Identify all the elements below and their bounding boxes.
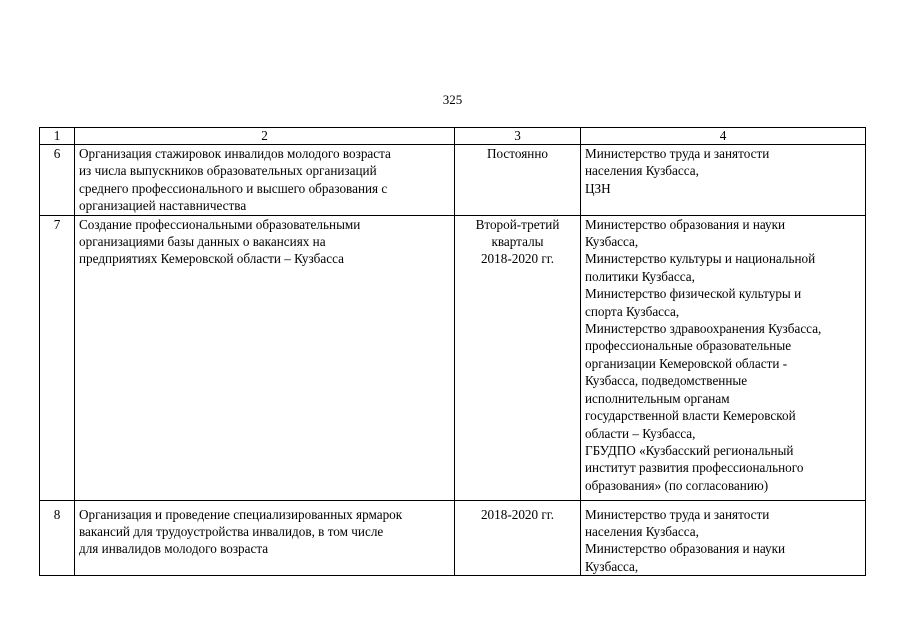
measure-cell: Создание профессиональными образовательными организациями базы данных о вакансиях на предприятиях Кемеровской области – Кузбасса	[75, 215, 455, 500]
measures-table	[39, 127, 866, 576]
table-row	[40, 215, 866, 500]
measure-cell: Организация стажировок инвалидов молодого возраста из числа выпускников образовательных организаций среднего профессионального и высшего образования с организацией наставничества	[75, 145, 455, 216]
column-number-2: 2	[75, 128, 455, 145]
table-row	[40, 500, 866, 576]
term-cell: Второй-третий кварталы 2018-2020 гг.	[455, 215, 581, 500]
executors-cell: Министерство образования и науки Кузбасса, Министерство культуры и национальной политики Кузбасса, Министерство физической культуры и спорта Кузбасса, Министерство здравоохранения Кузбасса, профессиональные образовательные организации Кемеровской области - Кузбасса, подведомственные исполнительным органам государственной власти Кемеровской области – Кузбасса, ГБУДПО «Кузбасский региональный институт развития профессионального образования» (по согласованию)	[581, 215, 866, 500]
table-row	[40, 145, 866, 216]
row-number: 6	[40, 145, 75, 216]
table-header-row	[40, 128, 866, 145]
column-number-1: 1	[40, 128, 75, 145]
measure-cell: Организация и проведение специализированных ярмарок вакансий для трудоустройства инвалидов, в том числе для инвалидов молодого возраста	[75, 500, 455, 576]
executors-cell: Министерство труда и занятости населения Кузбасса, ЦЗН	[581, 145, 866, 216]
column-number-4: 4	[581, 128, 866, 145]
column-number-3: 3	[455, 128, 581, 145]
term-cell: 2018-2020 гг.	[455, 500, 581, 576]
executors-cell: Министерство труда и занятости населения Кузбасса, Министерство образования и науки Кузбасса,	[581, 500, 866, 576]
term-cell: Постоянно	[455, 145, 581, 216]
row-number: 8	[40, 500, 75, 576]
row-number: 7	[40, 215, 75, 500]
page-number: 325	[442, 92, 463, 107]
